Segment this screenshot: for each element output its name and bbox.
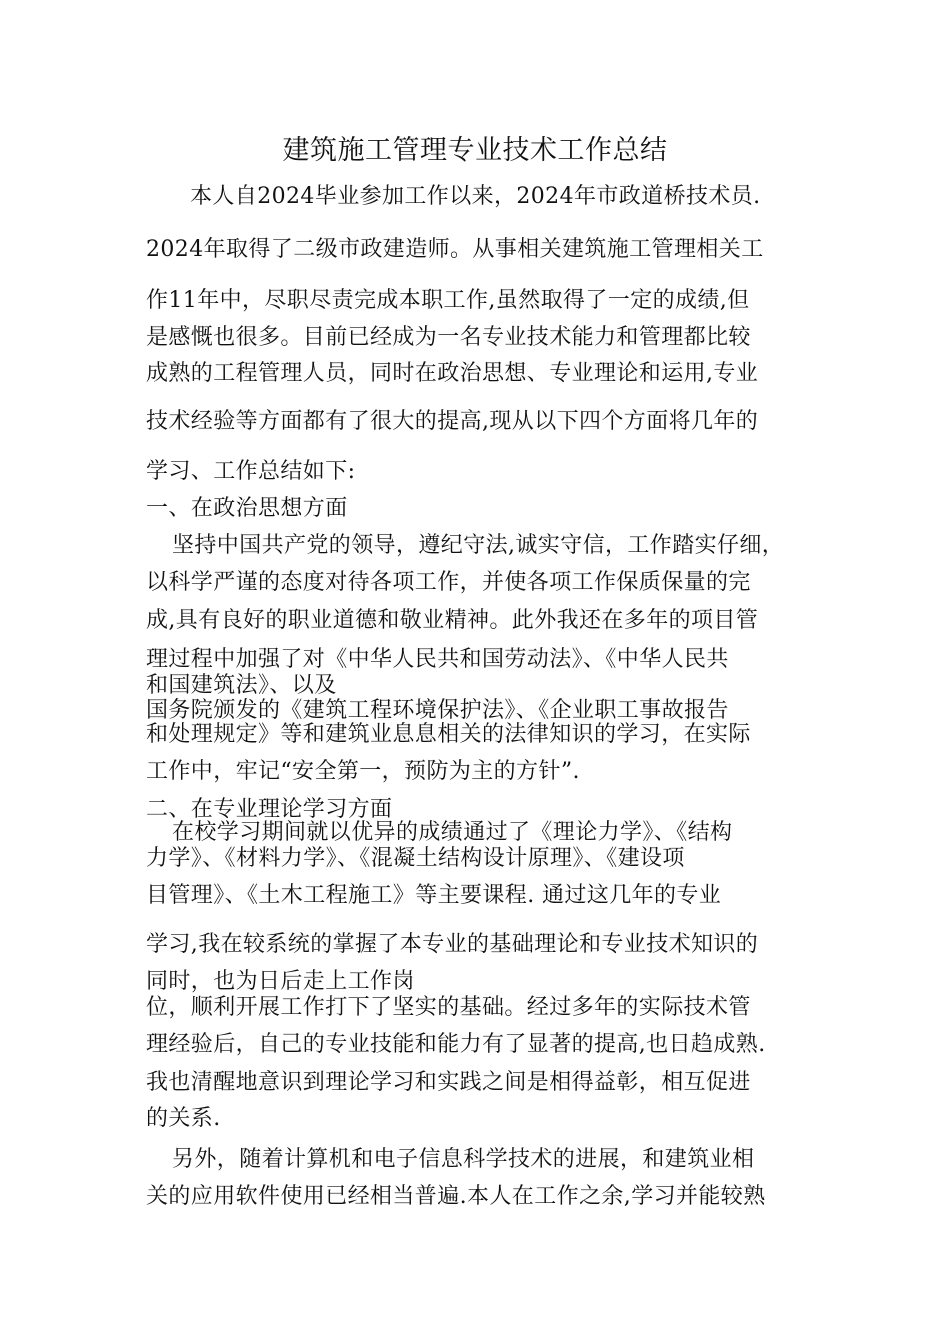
text-line: 在校学习期间就以优异的成绩通过了《理论力学》、《结构: [172, 820, 733, 845]
text-line: 作11年中，尽职尽责完成本职工作,虽然取得了一定的成绩,但: [146, 288, 750, 313]
section-heading: 二、在专业理论学习方面: [146, 797, 393, 822]
text-line: 学习、工作总结如下:: [146, 459, 356, 484]
text-line: 同时，也为日后走上工作岗: [146, 969, 415, 994]
text-line: 的关系.: [146, 1106, 221, 1131]
text-line: 和国建筑法》、以及: [146, 673, 337, 698]
text-line: 坚持中国共产党的领导，遵纪守法,诚实守信，工作踏实仔细，: [172, 533, 785, 558]
text-line: 关的应用软件使用已经相当普遍.本人在工作之余,学习并能较熟: [146, 1184, 766, 1209]
text-line: 理过程中加强了对《中华人民共和国劳动法》、《中华人民共: [146, 647, 729, 672]
text-line: 位，顺利开展工作打下了坚实的基础。经过多年的实际技术管: [146, 995, 751, 1020]
text-line: 本人自2024毕业参加工作以来，2024年市政道桥技术员.: [190, 184, 761, 209]
text-line: 力学》、《材料力学》、《混凝土结构设计原理》、《建设项: [146, 846, 685, 871]
text-line: 工作中，牢记“安全第一，预防为主的方针”.: [146, 759, 580, 784]
text-line: 以科学严谨的态度对待各项工作，并使各项工作保质保量的完: [146, 570, 751, 595]
text-line: 和处理规定》等和建筑业息息相关的法律知识的学习，在实际: [146, 722, 751, 747]
text-line: 国务院颁发的《建筑工程环境保护法》、《企业职工事故报告: [146, 698, 729, 723]
text-line: 成,具有良好的职业道德和敬业精神。此外我还在多年的项目管: [146, 608, 759, 633]
text-line: 2024年取得了二级市政建造师。从事相关建筑施工管理相关工: [146, 237, 764, 262]
text-line: 学习,我在较系统的掌握了本专业的基础理论和专业技术知识的: [146, 932, 759, 957]
text-line: 技术经验等方面都有了很大的提高,现从以下四个方面将几年的: [146, 409, 759, 434]
text-line: 我也清醒地意识到理论学习和实践之间是相得益彰，相互促进: [146, 1070, 751, 1095]
document-title: 建筑施工管理专业技术工作总结: [282, 135, 668, 166]
text-line: 另外，随着计算机和电子信息科学技术的进展，和建筑业相: [172, 1147, 755, 1172]
section-heading: 一、在政治思想方面: [146, 496, 348, 521]
text-line: 理经验后，自己的专业技能和能力有了显著的提高,也日趋成熟.: [146, 1032, 766, 1057]
text-line: 是感慨也很多。目前已经成为一名专业技术能力和管理都比较: [146, 325, 751, 350]
text-line: 目管理》、《土木工程施工》等主要课程. 通过这几年的专业: [146, 883, 722, 908]
text-line: 成熟的工程管理人员，同时在政治思想、专业理论和运用,专业: [146, 361, 759, 386]
